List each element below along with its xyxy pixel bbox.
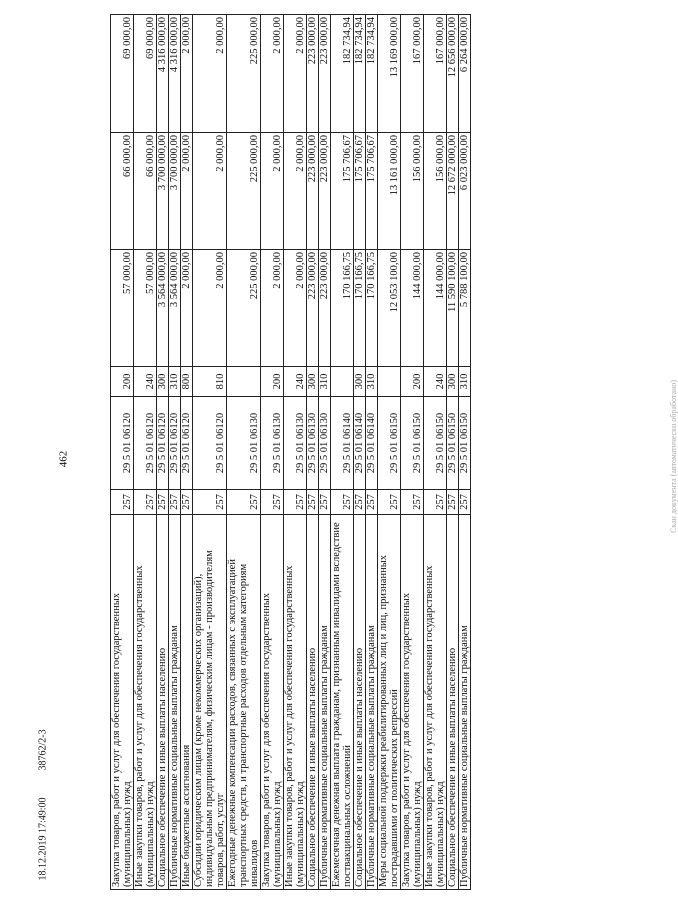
- row-year1: 2 000,00: [261, 250, 284, 367]
- row-year1: 11 590 100,00: [447, 250, 459, 367]
- row-year3: 4 316 000,00: [169, 15, 181, 133]
- row-csr: 29 5 01 06120: [181, 397, 193, 490]
- row-vr: [331, 367, 354, 397]
- row-ved: 257: [284, 490, 307, 515]
- row-year1: 170 166,75: [354, 250, 366, 367]
- row-csr: 29 5 01 06150: [378, 397, 401, 490]
- row-year3: 167 000,00: [424, 15, 447, 133]
- row-year2: 12 672 000,00: [447, 133, 459, 250]
- row-year2: 66 000,00: [134, 133, 157, 250]
- row-year1: 170 166,75: [331, 250, 354, 367]
- row-vr: [227, 367, 261, 397]
- row-year3: 69 000,00: [111, 15, 134, 133]
- footer: [28, 729, 49, 900]
- row-ved: 257: [331, 490, 354, 515]
- row-vr: 200: [261, 367, 284, 397]
- table-row: [447, 15, 459, 890]
- row-vr: 300: [157, 367, 169, 397]
- row-year1: 57 000,00: [134, 250, 157, 367]
- row-name: Публичные нормативные социальные выплаты гражданам: [319, 515, 331, 890]
- row-vr: 800: [181, 367, 193, 397]
- table-row: [459, 15, 471, 890]
- row-vr: 240: [284, 367, 307, 397]
- row-year3: 69 000,00: [134, 15, 157, 133]
- row-ved: 257: [111, 490, 134, 515]
- table-row: [284, 15, 307, 890]
- row-csr: 29 5 01 06130: [261, 397, 284, 490]
- row-vr: 300: [354, 367, 366, 397]
- row-csr: 29 5 01 06130: [284, 397, 307, 490]
- row-year3: 2 000,00: [261, 15, 284, 133]
- row-ved: 257: [447, 490, 459, 515]
- table-row: [424, 15, 447, 890]
- table-row: [111, 15, 134, 890]
- row-vr: 310: [169, 367, 181, 397]
- row-name: Публичные нормативные социальные выплаты гражданам: [169, 515, 181, 890]
- row-year2: 156 000,00: [424, 133, 447, 250]
- row-csr: 29 5 01 06120: [134, 397, 157, 490]
- row-year1: 144 000,00: [424, 250, 447, 367]
- row-year1: 57 000,00: [111, 250, 134, 367]
- row-year2: 2 000,00: [193, 133, 227, 250]
- row-csr: 29 5 01 06140: [366, 397, 378, 490]
- row-vr: 310: [319, 367, 331, 397]
- row-csr: 29 5 01 06120: [169, 397, 181, 490]
- footer-doc-code: 38762/2-3: [37, 729, 49, 771]
- row-ved: 257: [378, 490, 401, 515]
- row-ved: 257: [134, 490, 157, 515]
- row-year2: 175 706,67: [366, 133, 378, 250]
- table-row: [169, 15, 181, 890]
- row-csr: 29 5 01 06140: [354, 397, 366, 490]
- row-year1: 223 000,00: [307, 250, 319, 367]
- budget-table: [110, 14, 471, 890]
- row-vr: 240: [424, 367, 447, 397]
- row-name: Закупка товаров, работ и услуг для обеспечения государственных (муниципальных) нужд: [111, 515, 134, 890]
- row-year1: 3 564 000,00: [157, 250, 169, 367]
- row-year2: 2 000,00: [261, 133, 284, 250]
- table-row: [261, 15, 284, 890]
- row-vr: 310: [366, 367, 378, 397]
- row-ved: 257: [157, 490, 169, 515]
- row-year2: 13 161 000,00: [378, 133, 401, 250]
- row-year1: 144 000,00: [401, 250, 424, 367]
- row-ved: 257: [193, 490, 227, 515]
- row-year1: 223 000,00: [319, 250, 331, 367]
- row-ved: 257: [354, 490, 366, 515]
- table-row: [134, 15, 157, 890]
- row-csr: 29 5 01 06120: [157, 397, 169, 490]
- table-body: [111, 15, 471, 890]
- row-csr: 29 5 01 06150: [447, 397, 459, 490]
- table-row: [319, 15, 331, 890]
- table-row: [307, 15, 319, 890]
- row-ved: 257: [261, 490, 284, 515]
- page-number: 462: [57, 450, 70, 468]
- row-year2: 66 000,00: [111, 133, 134, 250]
- row-year3: 223 000,00: [319, 15, 331, 133]
- row-csr: 29 5 01 06140: [331, 397, 354, 490]
- table-row: [354, 15, 366, 890]
- row-vr: 310: [459, 367, 471, 397]
- row-vr: 300: [447, 367, 459, 397]
- row-name: Социальное обеспечение и иные выплаты населению: [447, 515, 459, 890]
- table-row: [378, 15, 401, 890]
- row-ved: 257: [401, 490, 424, 515]
- row-ved: 257: [169, 490, 181, 515]
- row-year3: 225 000,00: [227, 15, 261, 133]
- row-year1: 12 053 100,00: [378, 250, 401, 367]
- row-year2: 3 700 000,00: [169, 133, 181, 250]
- row-year3: 182 734,94: [354, 15, 366, 133]
- row-name: Ежемесячная денежная выплата гражданам, признанным инвалидами вследствие поствакцинальных осложнений: [331, 515, 354, 890]
- table-row: [401, 15, 424, 890]
- row-name: Закупка товаров, работ и услуг для обеспечения государственных (муниципальных) нужд: [401, 515, 424, 890]
- row-name: Публичные нормативные социальные выплаты гражданам: [459, 515, 471, 890]
- row-csr: 29 5 01 06150: [401, 397, 424, 490]
- row-csr: 29 5 01 06130: [227, 397, 261, 490]
- row-name: Субсидии юридическим лицам (кроме некоммерческих организаций), индивидуальным предпринимателям, физическим лицам - производителям товаров, работ, услуг: [193, 515, 227, 890]
- row-year1: 3 564 000,00: [169, 250, 181, 367]
- row-ved: 257: [181, 490, 193, 515]
- row-year2: 223 000,00: [307, 133, 319, 250]
- table-row: [157, 15, 169, 890]
- row-ved: 257: [459, 490, 471, 515]
- row-name: Меры социальной поддержки реабилитированных лиц и лиц, признанных пострадавшими от политических репрессий: [378, 515, 401, 890]
- row-name: Закупка товаров, работ и услуг для обеспечения государственных (муниципальных) нужд: [261, 515, 284, 890]
- row-ved: 257: [307, 490, 319, 515]
- row-name: Иные закупки товаров, работ и услуг для обеспечения государственных (муниципальных) нужд: [134, 515, 157, 890]
- row-name: Социальное обеспечение и иные выплаты населению: [354, 515, 366, 890]
- row-year3: 182 734,94: [331, 15, 354, 133]
- row-vr: 810: [193, 367, 227, 397]
- row-csr: 29 5 01 06150: [424, 397, 447, 490]
- row-year3: 182 734,94: [366, 15, 378, 133]
- row-vr: 200: [111, 367, 134, 397]
- row-year3: 2 000,00: [284, 15, 307, 133]
- row-year1: 2 000,00: [181, 250, 193, 367]
- row-year1: 2 000,00: [193, 250, 227, 367]
- row-vr: 240: [134, 367, 157, 397]
- row-ved: 257: [366, 490, 378, 515]
- row-vr: 300: [307, 367, 319, 397]
- row-name: Публичные нормативные социальные выплаты гражданам: [366, 515, 378, 890]
- row-year3: 2 000,00: [181, 15, 193, 133]
- row-name: Иные бюджетные ассигнования: [181, 515, 193, 890]
- row-name: Иные закупки товаров, работ и услуг для обеспечения государственных (муниципальных) нужд: [284, 515, 307, 890]
- row-csr: 29 5 01 06120: [111, 397, 134, 490]
- row-ved: 257: [319, 490, 331, 515]
- row-year3: 2 000,00: [193, 15, 227, 133]
- row-year2: 225 000,00: [227, 133, 261, 250]
- row-ved: 257: [424, 490, 447, 515]
- row-year1: 2 000,00: [284, 250, 307, 367]
- row-name: Социальное обеспечение и иные выплаты населению: [307, 515, 319, 890]
- row-year3: 167 000,00: [401, 15, 424, 133]
- row-year1: 170 166,75: [366, 250, 378, 367]
- row-year1: 225 000,00: [227, 250, 261, 367]
- row-csr: 29 5 01 06130: [319, 397, 331, 490]
- row-year2: 175 706,67: [331, 133, 354, 250]
- row-csr: 29 5 01 06150: [459, 397, 471, 490]
- row-year3: 6 264 000,00: [459, 15, 471, 133]
- row-name: Социальное обеспечение и иные выплаты населению: [157, 515, 169, 890]
- row-name: Иные закупки товаров, работ и услуг для обеспечения государственных (муниципальных) нужд: [424, 515, 447, 890]
- table-row: [181, 15, 193, 890]
- row-year2: 175 706,67: [354, 133, 366, 250]
- row-vr: [378, 367, 401, 397]
- row-year2: 2 000,00: [181, 133, 193, 250]
- row-year2: 3 700 000,00: [157, 133, 169, 250]
- table-row: [366, 15, 378, 890]
- row-ved: 257: [227, 490, 261, 515]
- row-year3: 13 169 000,00: [378, 15, 401, 133]
- row-year2: 223 000,00: [319, 133, 331, 250]
- row-name: Ежегодные денежные компенсации расходов, связанных с эксплуатацией транспортных средств, и транспортные расходов отдельным категориям инвалидов: [227, 515, 261, 890]
- row-year2: 156 000,00: [401, 133, 424, 250]
- row-csr: 29 5 01 06130: [307, 397, 319, 490]
- row-year2: 6 023 000,00: [459, 133, 471, 250]
- row-year1: 5 788 100,00: [459, 250, 471, 367]
- table-row: [193, 15, 227, 890]
- rotated-table-container: [110, 15, 570, 890]
- row-vr: 200: [401, 367, 424, 397]
- scan-stamp: Скан документа (автоматически обработано): [669, 379, 678, 534]
- table-row: [227, 15, 261, 890]
- row-year2: 2 000,00: [284, 133, 307, 250]
- row-csr: 29 5 01 06120: [193, 397, 227, 490]
- footer-timestamp: 18.12.2019 17:49:00: [37, 797, 49, 881]
- row-year3: 4 316 000,00: [157, 15, 169, 133]
- row-year3: 223 000,00: [307, 15, 319, 133]
- table-row: [331, 15, 354, 890]
- row-year3: 12 656 000,00: [447, 15, 459, 133]
